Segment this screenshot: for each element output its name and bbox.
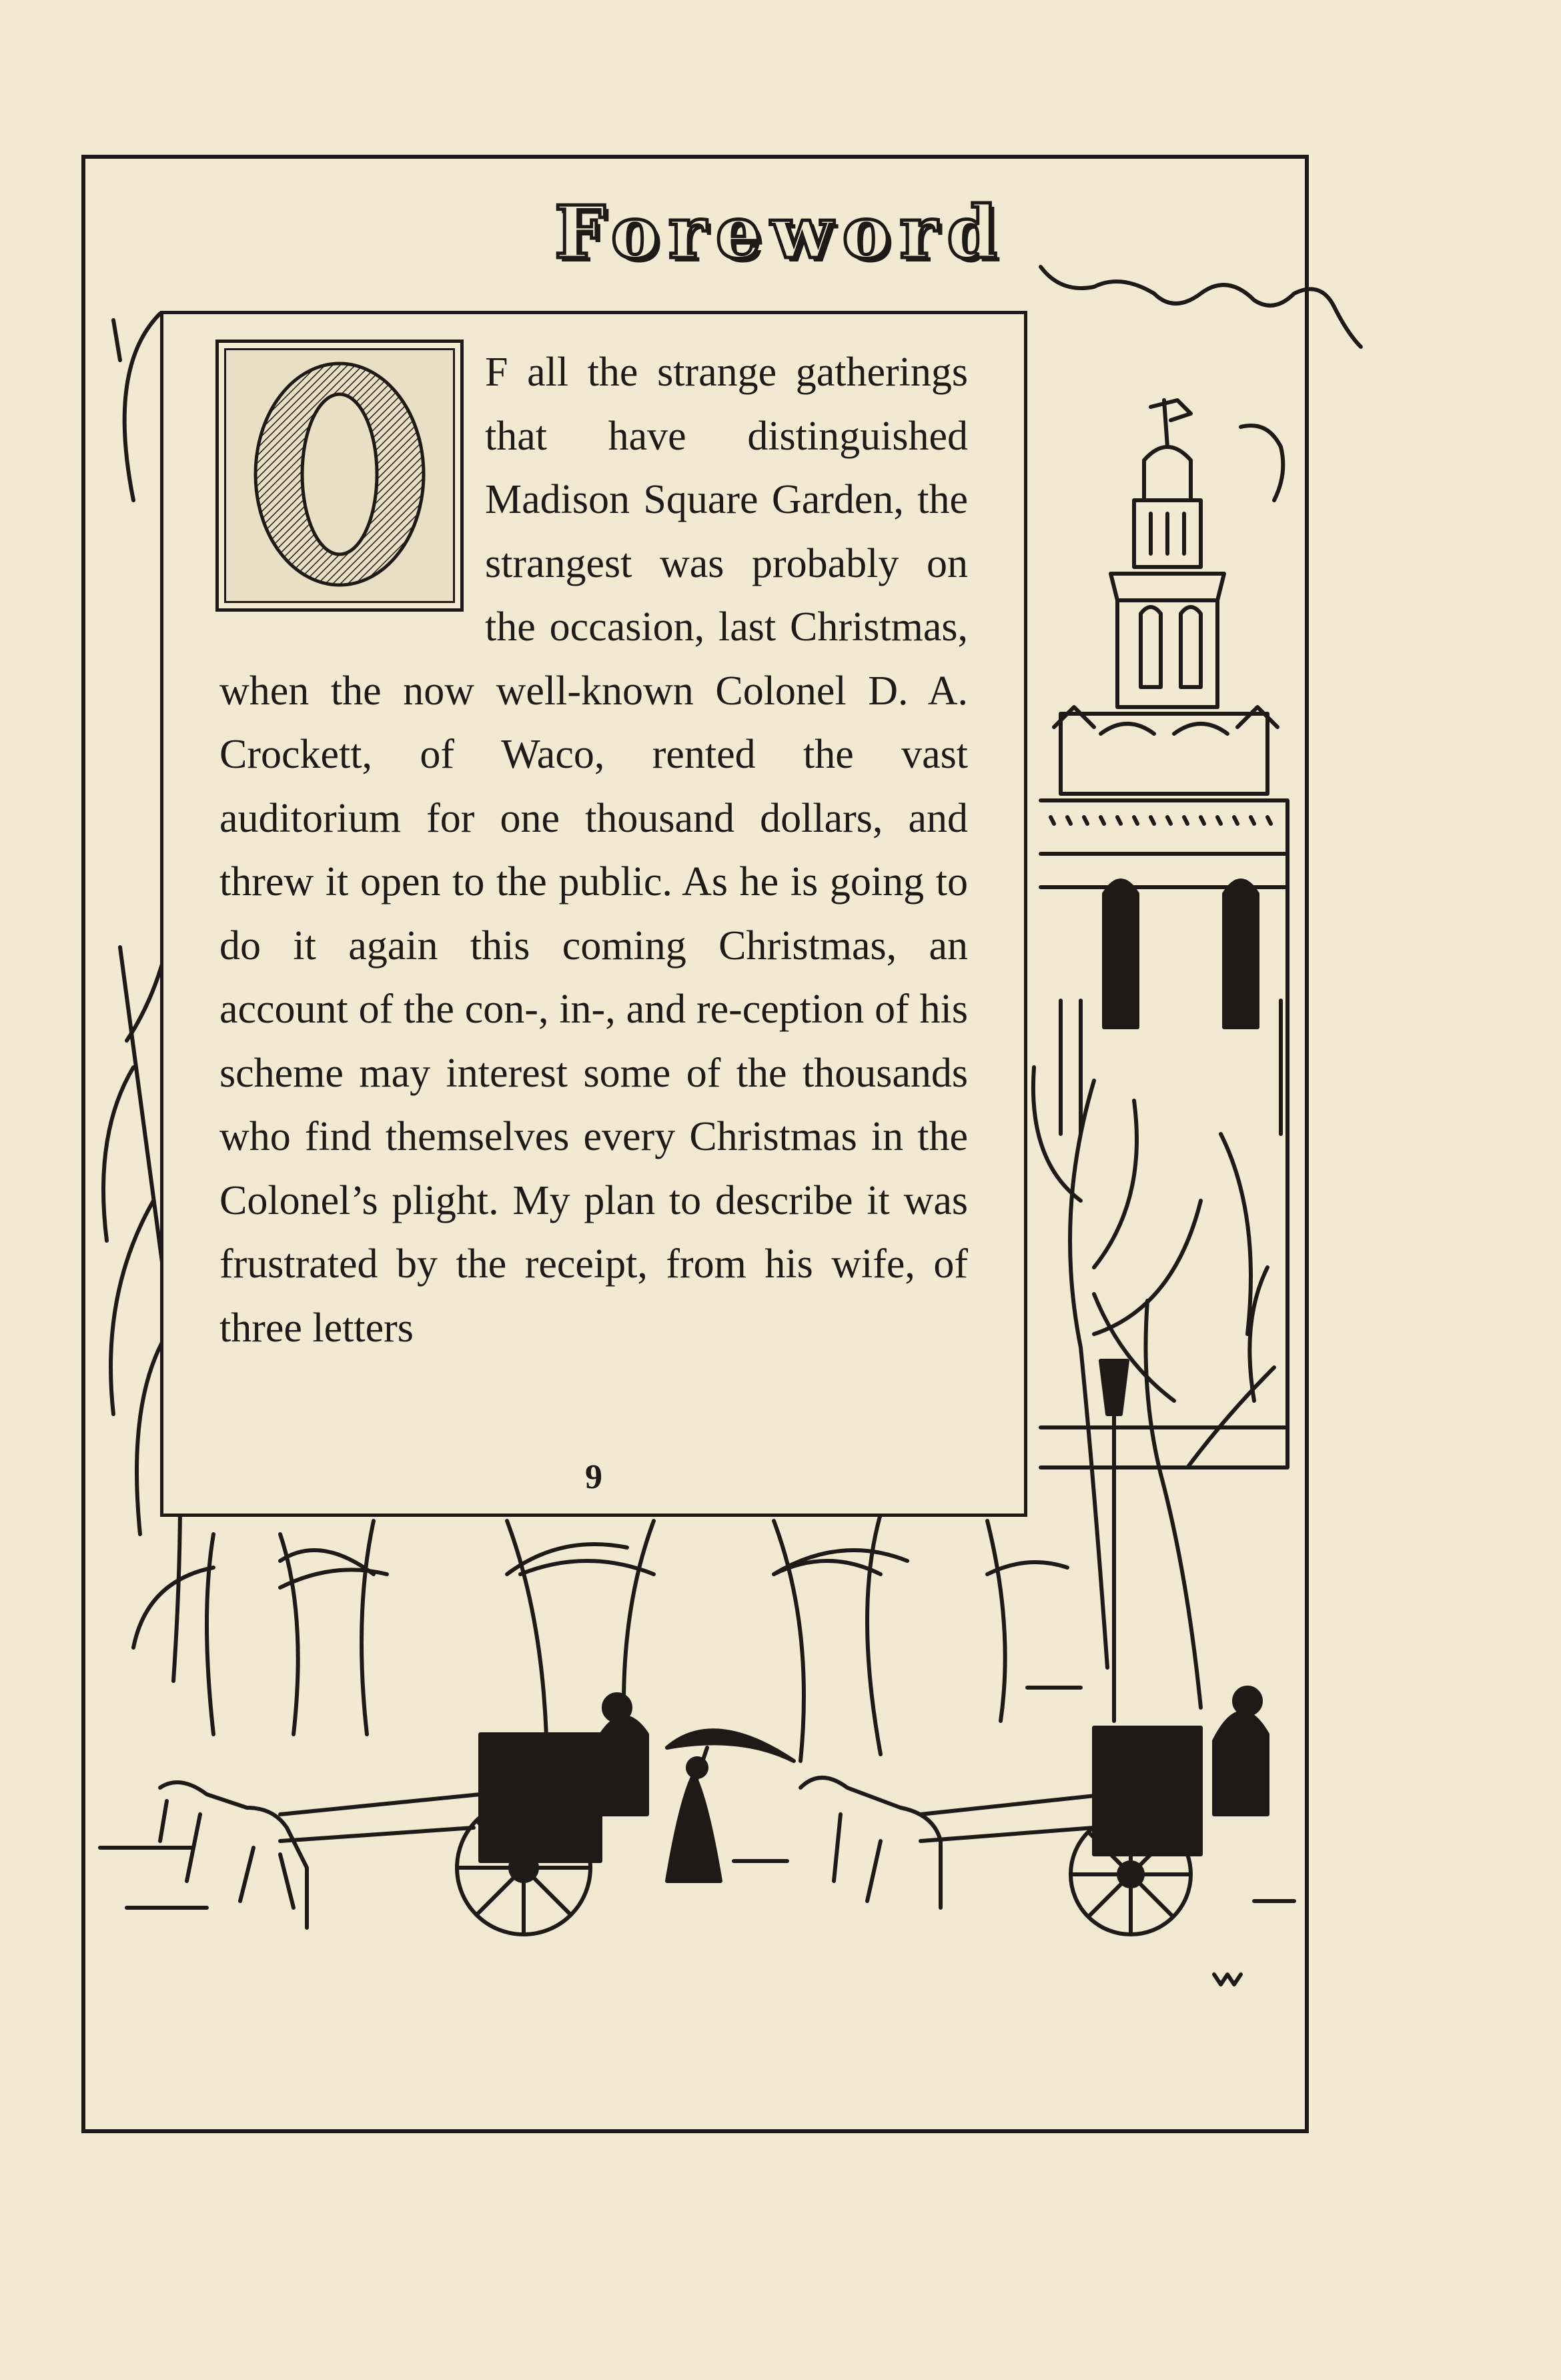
carriage-drawing-right — [801, 1688, 1267, 1934]
street-lamp-drawing — [1101, 1361, 1127, 1721]
foreword-body-text: F all the strange gatherings that have distinguished Madison Square Garden, the strangest was probably on the occasion, last Christmas, when the now well-known Colonel D. A. Crockett, of Waco, rented the vast auditorium for one thousand dollars, and threw it open to the public. As he is going to do it again this coming Christmas, an account of the con-, in-, and re-ception of his scheme may interest some of the thousands who find themselves every Christmas in the Colonel’s plight. My plan to describe it was frustrated by the receipt, from his wife, of three letters — [219, 350, 968, 1351]
woman-with-umbrella-drawing — [667, 1730, 794, 1881]
left-curve-drawing — [125, 314, 160, 500]
tree-drawing-right — [1033, 1067, 1274, 1708]
drop-cap-o-graphic — [226, 350, 453, 601]
carriage-drawing-left — [160, 1694, 647, 1934]
text-panel — [160, 311, 1027, 1517]
drop-cap-box — [215, 340, 464, 612]
page-title: Foreword — [554, 191, 1007, 275]
page-number: 9 — [585, 1458, 602, 1496]
cloud-drawing — [1041, 267, 1361, 500]
drop-cap-inner — [224, 348, 455, 603]
artist-monogram — [1214, 1974, 1241, 1984]
